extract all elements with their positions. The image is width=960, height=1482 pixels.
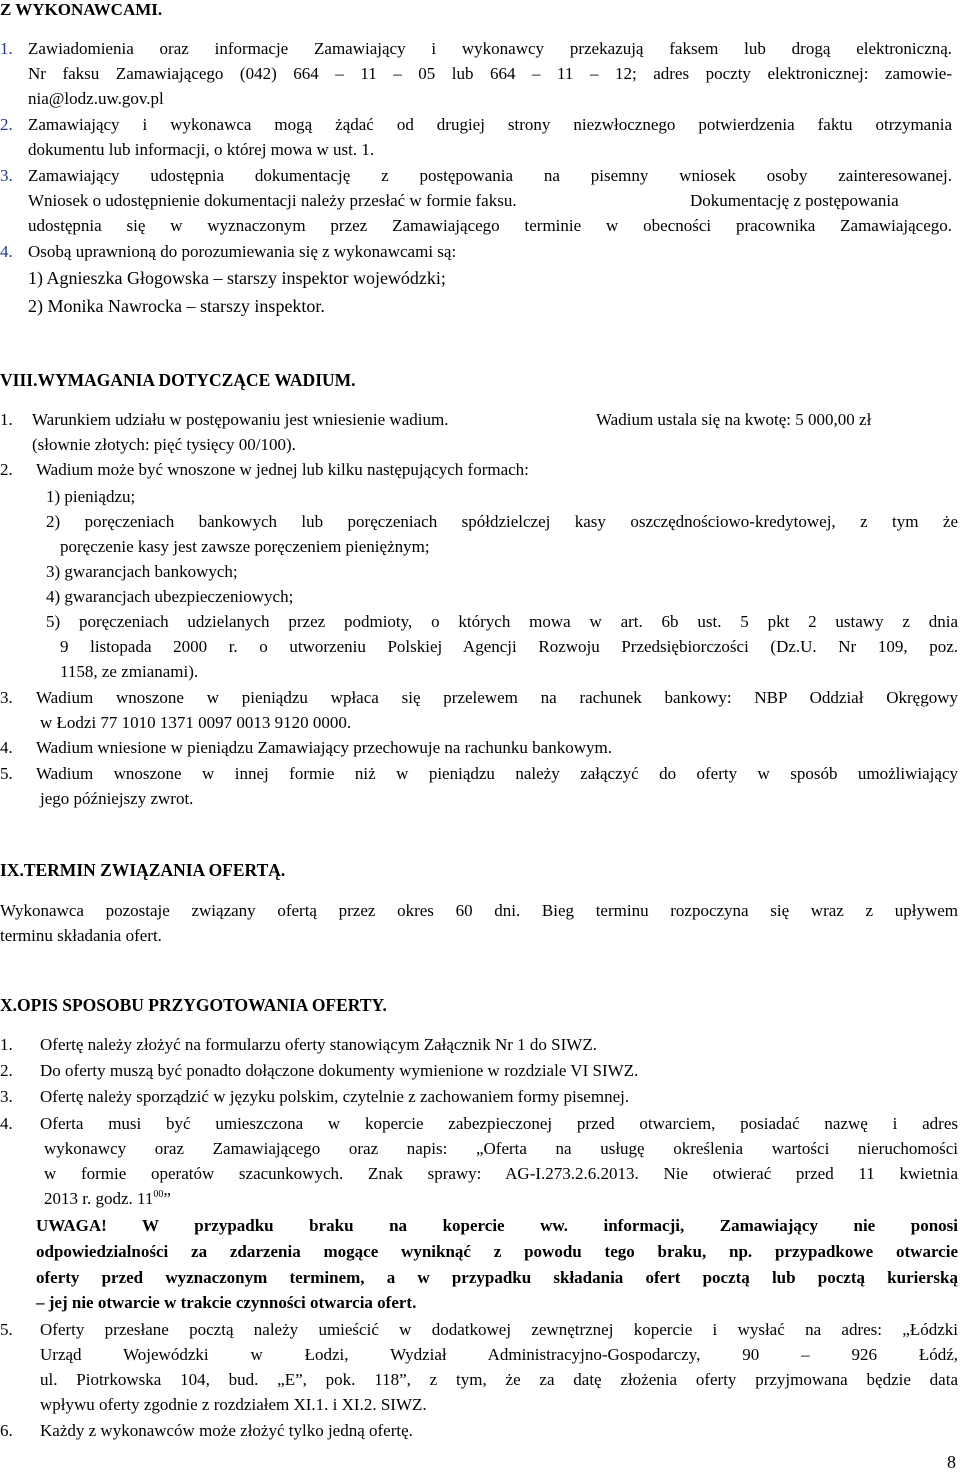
- list-number: 3.: [0, 166, 13, 185]
- paragraph-line: Zawiadomienia oraz informacje Zamawiający i wykonawcy przekazują faksem lub drogą elektroniczną.: [28, 39, 952, 58]
- section-heading: Z WYKONAWCAMI.: [0, 0, 163, 19]
- paragraph-line: Wniosek o udostępnienie dokumentacji należy przesłać w formie faksu.: [28, 191, 517, 210]
- paragraph-line: Wadium ustala się na kwotę: 5 000,00 zł: [596, 410, 872, 429]
- list-number: 4.: [0, 242, 13, 261]
- sub-list-item: 3) gwarancjach bankowych;: [46, 562, 238, 581]
- email-address: nia@lodz.uw.gov.pl: [28, 89, 164, 108]
- paragraph-line: Oferta musi być umieszczona w kopercie zabezpieczonej przed otwarciem, posiadać nazwę i adres: [40, 1114, 958, 1133]
- warning-line: oferty przed wyznaczonym terminem, a w przypadku składania ofert pocztą lub pocztą kurierską: [36, 1268, 958, 1287]
- paragraph-line: [44, 1186, 171, 1211]
- list-number: 1.: [0, 39, 13, 58]
- paragraph-line: udostępnia się w wyznaczonym przez Zamawiającego terminie w obecności pracownika Zamawiającego.: [28, 216, 952, 235]
- paragraph-line: Wadium może być wnoszone w jednej lub kilku następujących formach:: [36, 460, 529, 479]
- paragraph-line: Ofertę należy złożyć na formularzu oferty stanowiącym Załącznik Nr 1 do SIWZ.: [40, 1035, 597, 1054]
- sub-list-item: 2) poręczeniach bankowych lub poręczeniach spółdzielczej kasy oszczędnościowo-kredytowej, z tym że: [46, 512, 958, 531]
- deadline-text: 2013 r. godz. 11: [44, 1189, 154, 1208]
- warning-line: UWAGA! W przypadku braku na kopercie ww. informacji, Zamawiający nie ponosi: [36, 1216, 958, 1235]
- sub-list-item: poręczenie kasy jest zawsze poręczeniem pieniężnym;: [60, 537, 430, 556]
- paragraph-line: Do oferty muszą być ponadto dołączone dokumenty wymienione w rozdziale VI SIWZ.: [40, 1061, 639, 1080]
- paragraph-line: Nr faksu Zamawiającego (042) 664 – 11 – 05 lub 664 – 11 – 12; adres poczty elektronicznej: zamowie-: [28, 64, 952, 83]
- list-number: 5.: [0, 764, 13, 783]
- paragraph-line: Wadium wnoszone w innej formie niż w pieniądzu należy załączyć do oferty w sposób umożliwiający: [36, 764, 958, 783]
- contact-person: 2) Monika Nawrocka – starszy inspektor.: [28, 296, 325, 316]
- list-number: 3.: [0, 1087, 13, 1106]
- contact-person: 1) Agnieszka Głogowska – starszy inspektor wojewódzki;: [28, 268, 446, 288]
- paragraph-line: Wadium wnoszone w pieniądzu wpłaca się przelewem na rachunek bankowy: NBP Oddział Okręgowy: [36, 688, 958, 707]
- paragraph-line: terminu składania ofert.: [0, 926, 162, 945]
- paragraph-line: Osobą uprawnioną do porozumiewania się z wykonawcami są:: [28, 242, 457, 261]
- section-title: X.OPIS SPOSOBU PRZYGOTOWANIA OFERTY.: [0, 995, 387, 1015]
- paragraph-line: Ofertę należy sporządzić w języku polskim, czytelnie z zachowaniem formy pisemnej.: [40, 1087, 630, 1106]
- paragraph-line: Każdy z wykonawców może złożyć tylko jedną ofertę.: [40, 1421, 413, 1440]
- list-number: 2.: [0, 460, 13, 479]
- paragraph-line: jego późniejszy zwrot.: [40, 789, 194, 808]
- list-number: 1.: [0, 410, 13, 429]
- paragraph-line: (słownie złotych: pięć tysięcy 00/100).: [32, 435, 296, 454]
- list-number: 3.: [0, 688, 13, 707]
- warning-line: odpowiedzialności za zdarzenia mogące wyniknąć z powodu tego braku, np. przypadkowe otwarcie: [36, 1242, 958, 1261]
- paragraph-line: Urząd Wojewódzki w Łodzi, Wydział Administracyjno-Gospodarczy, 90 – 926 Łódź,: [40, 1345, 958, 1364]
- paragraph-line: wpływu oferty zgodnie z rozdziałem XI.1. i XI.2. SIWZ.: [40, 1395, 427, 1414]
- list-number: 4.: [0, 738, 13, 757]
- paragraph-line: dokumentu lub informacji, o której mowa w ust. 1.: [28, 140, 375, 159]
- paragraph-line: ul. Piotrkowska 104, bud. „E”, pok. 118”, z tym, że za datę złożenia oferty przyjmowana będzie data: [40, 1370, 958, 1389]
- sub-list-item: 5) poręczeniach udzielanych przez podmioty, o których mowa w art. 6b ust. 5 pkt 2 ustawy z dnia: [46, 612, 958, 631]
- list-number: 5.: [0, 1320, 13, 1339]
- paragraph-line: Zamawiający i wykonawca mogą żądać od drugiej strony niezwłocznego potwierdzenia faktu otrzymania: [28, 115, 952, 134]
- warning-line: – jej nie otwarcie w trakcie czynności otwarcia ofert.: [36, 1293, 417, 1312]
- bank-account: w Łodzi 77 1010 1371 0097 0013 9120 0000.: [40, 713, 352, 732]
- section-title: IX.TERMIN ZWIĄZANIA OFERTĄ.: [0, 860, 286, 880]
- paragraph-line: Zamawiający udostępnia dokumentację z postępowania na pisemny wniosek osoby zainteresowanej.: [28, 166, 952, 185]
- list-number: 6.: [0, 1421, 13, 1440]
- sub-list-item: 1158, ze zmianami).: [60, 662, 199, 681]
- paragraph-line: Warunkiem udziału w postępowaniu jest wniesienie wadium.: [32, 410, 449, 429]
- paragraph-line: wykonawcy oraz Zamawiającego oraz napis: „Oferta na usługę określenia wartości nieruchomości: [44, 1139, 958, 1158]
- paragraph-line: Wadium wniesione w pieniądzu Zamawiający przechowuje na rachunku bankowym.: [36, 738, 612, 757]
- section-title: VIII.WYMAGANIA DOTYCZĄCE WADIUM.: [0, 370, 356, 390]
- page-number: 8: [947, 1452, 956, 1472]
- paragraph-line: Oferty przesłane pocztą należy umieścić w dodatkowej zewnętrznej kopercie i wysłać na adres: „Łódzki: [40, 1320, 958, 1339]
- paragraph-line: Wykonawca pozostaje związany ofertą przez okres 60 dni. Bieg terminu rozpoczyna się wraz z upływem: [0, 901, 958, 920]
- closing-quote: ”: [163, 1189, 171, 1208]
- list-number: 1.: [0, 1035, 13, 1054]
- sub-list-item: 9 listopada 2000 r. o utworzeniu Polskiej Agencji Rozwoju Przedsiębiorczości (Dz.U. Nr 109, poz.: [60, 637, 958, 656]
- paragraph-line: w formie operatów szacunkowych. Znak sprawy: AG-I.273.2.6.2013. Nie otwierać przed 11 kwietnia: [44, 1164, 958, 1183]
- list-number: 2.: [0, 115, 13, 134]
- sub-list-item: 1) pieniądzu;: [46, 487, 136, 506]
- list-number: 4.: [0, 1114, 13, 1133]
- sub-list-item: 4) gwarancjach ubezpieczeniowych;: [46, 587, 294, 606]
- list-number: 2.: [0, 1061, 13, 1080]
- deadline-minutes: 00: [153, 1189, 164, 1200]
- paragraph-line: Dokumentację z postępowania: [690, 191, 899, 210]
